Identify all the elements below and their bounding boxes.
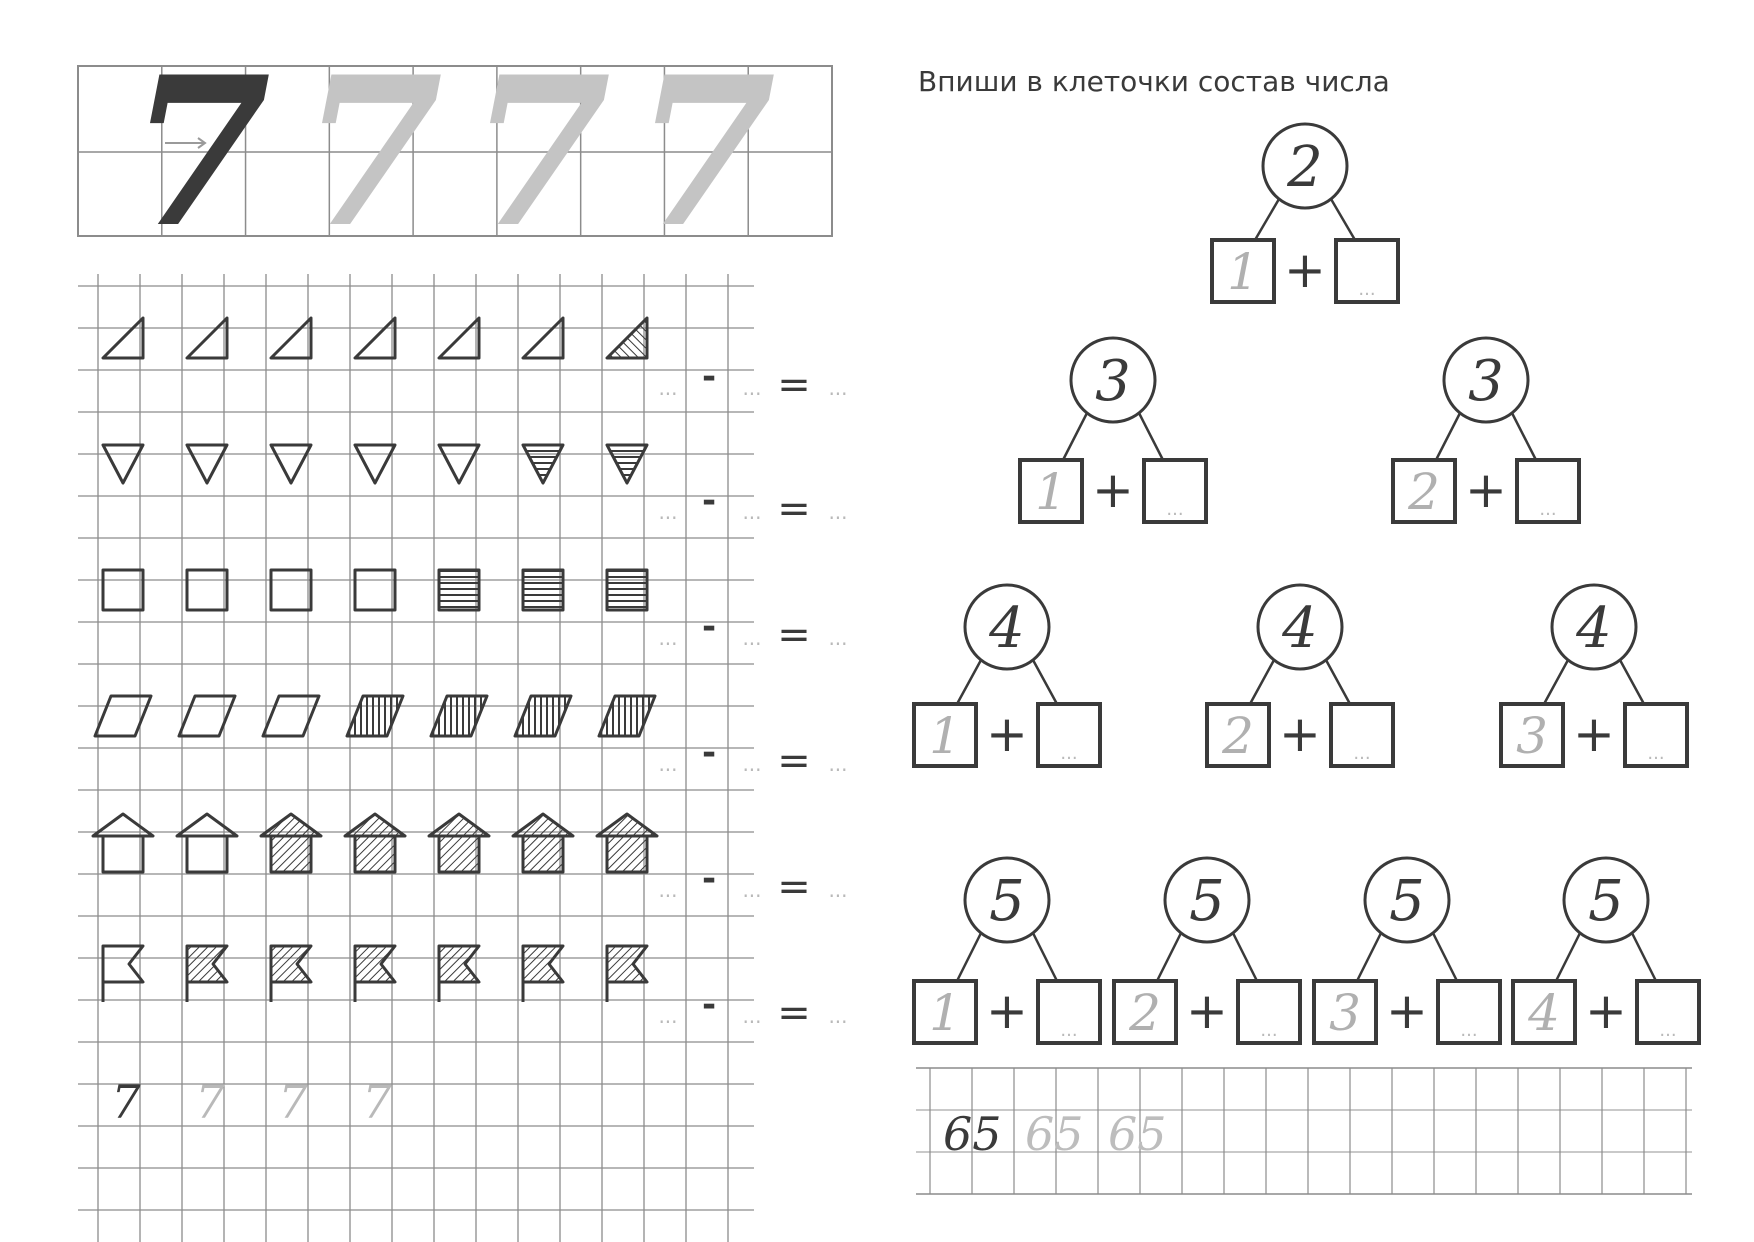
shape-row: [103, 570, 647, 610]
house-shape: [177, 814, 237, 872]
flag-shape: [439, 946, 479, 1002]
minus-sign: -: [701, 985, 717, 1025]
flag-cloth: [271, 946, 311, 982]
house-roof: [513, 814, 573, 836]
composition-tree: [1501, 585, 1687, 766]
flag-shape: [607, 946, 647, 1002]
answer-blank: ...: [658, 878, 678, 902]
answer-blank: ...: [742, 752, 762, 776]
plus-sign: +: [1573, 705, 1615, 763]
answer-blank: ...: [742, 878, 762, 902]
big-seven-trace: 7: [633, 33, 777, 273]
branch-line: [1063, 413, 1087, 460]
plus-sign: +: [1585, 982, 1627, 1040]
answer-blank: ...: [1647, 743, 1665, 764]
triangle-shape: [355, 318, 395, 358]
composition-tree: [914, 858, 1100, 1043]
inverted-triangle-shape: [271, 445, 311, 483]
house-roof: [177, 814, 237, 836]
whole-number: 5: [1389, 869, 1425, 934]
answer-blank: ...: [658, 376, 678, 400]
house-body: [271, 836, 311, 872]
parallelogram-shape: [179, 696, 235, 736]
shape-row: [103, 445, 647, 483]
composition-tree: [1212, 124, 1398, 302]
answer-blank: ...: [742, 500, 762, 524]
whole-number: 3: [1095, 349, 1131, 414]
house-body: [103, 836, 143, 872]
house-body: [355, 836, 395, 872]
flag-shape: [355, 946, 395, 1002]
house-body: [439, 836, 479, 872]
branch-line: [1433, 933, 1457, 981]
tracing-strip: [78, 33, 832, 273]
square-shape: [103, 570, 143, 610]
parallelogram-shape: [599, 696, 655, 736]
big-seven-trace: 7: [300, 33, 444, 273]
composition-tree: [1314, 858, 1500, 1043]
parallelogram-shape: [515, 696, 571, 736]
whole-number: 5: [989, 869, 1025, 934]
flag-cloth: [607, 946, 647, 982]
house-roof: [345, 814, 405, 836]
inverted-triangle-shape: [355, 445, 395, 483]
shape-row: [95, 696, 655, 736]
parallelogram-shape: [347, 696, 403, 736]
square-shape: [523, 570, 563, 610]
composition-tree: [1114, 858, 1300, 1043]
equals-sign: =: [777, 486, 811, 532]
answer-blank: ...: [1060, 1020, 1078, 1041]
copy-strip: [916, 1068, 1692, 1194]
square-shape: [187, 570, 227, 610]
plus-sign: +: [1279, 705, 1321, 763]
part-number: 3: [1329, 984, 1361, 1042]
minus-sign: -: [701, 859, 717, 899]
answer-blank: ...: [1260, 1020, 1278, 1041]
house-shape: [513, 814, 573, 872]
minus-sign: -: [701, 357, 717, 397]
flag-cloth: [103, 946, 143, 982]
part-number: 4: [1528, 984, 1560, 1042]
house-roof: [429, 814, 489, 836]
triangle-shape: [103, 318, 143, 358]
big-seven-solid: 7: [128, 33, 272, 273]
branch-line: [1544, 660, 1568, 704]
part-number: 2: [1408, 463, 1440, 521]
answer-blank: ...: [1358, 279, 1376, 300]
equation-row: [658, 985, 847, 1036]
house-shape: [261, 814, 321, 872]
flag-shape: [523, 946, 563, 1002]
composition-tree: [1207, 585, 1393, 766]
plus-sign: +: [986, 705, 1028, 763]
branch-line: [1436, 413, 1460, 460]
composition-tree: [1020, 338, 1206, 522]
answer-blank: ...: [1460, 1020, 1478, 1041]
flag-cloth: [355, 946, 395, 982]
branch-line: [1033, 660, 1057, 704]
answer-blank: ...: [1659, 1020, 1677, 1041]
parallelogram-shape: [431, 696, 487, 736]
answer-blank: ...: [828, 752, 848, 776]
square-shape: [355, 570, 395, 610]
inverted-triangle-shape: [607, 445, 647, 483]
part-number: 1: [929, 984, 961, 1042]
answer-blank: ...: [828, 878, 848, 902]
square-shape: [439, 570, 479, 610]
branch-line: [1512, 413, 1536, 460]
answer-blank: ...: [742, 1004, 762, 1028]
house-roof: [93, 814, 153, 836]
equals-sign: =: [777, 990, 811, 1036]
equations: [658, 357, 847, 1036]
answer-blank: ...: [742, 626, 762, 650]
minus-sign: -: [701, 607, 717, 647]
flag-cloth: [523, 946, 563, 982]
branch-line: [957, 660, 981, 704]
house-body: [187, 836, 227, 872]
inverted-triangle-shape: [187, 445, 227, 483]
minus-sign: -: [701, 733, 717, 773]
math-grid-lines: [78, 274, 754, 1242]
house-shape: [597, 814, 657, 872]
composition-tree: [1393, 338, 1579, 522]
triangle-shape: [271, 318, 311, 358]
house-roof: [261, 814, 321, 836]
triangle-shape: [607, 318, 647, 358]
house-shape: [429, 814, 489, 872]
plus-sign: +: [1186, 982, 1228, 1040]
square-shape: [271, 570, 311, 610]
inverted-triangle-shape: [523, 445, 563, 483]
branch-line: [1357, 933, 1381, 981]
inverted-triangle-shape: [439, 445, 479, 483]
house-roof: [597, 814, 657, 836]
branch-line: [1233, 933, 1257, 981]
part-number: 1: [1035, 463, 1067, 521]
branch-line: [1620, 660, 1644, 704]
heading: Впиши в клеточки состав числа: [918, 65, 1390, 98]
minus-sign: -: [701, 481, 717, 521]
square-shape: [607, 570, 647, 610]
house-body: [523, 836, 563, 872]
answer-blank: ...: [828, 376, 848, 400]
whole-number: 4: [1576, 596, 1612, 661]
house-body: [607, 836, 647, 872]
answer-blank: ...: [658, 500, 678, 524]
composition-trees: [914, 124, 1699, 1043]
shape-row: [93, 814, 657, 872]
answer-blank: ...: [828, 626, 848, 650]
whole-number: 5: [1588, 869, 1624, 934]
flag-shape: [271, 946, 311, 1002]
flag-cloth: [439, 946, 479, 982]
shape-rows: [93, 318, 657, 1002]
branch-line: [1250, 660, 1274, 704]
equation-row: [658, 607, 847, 658]
plus-sign: +: [1284, 241, 1326, 299]
part-number: 1: [929, 707, 961, 765]
part-number: 2: [1222, 707, 1254, 765]
copy-trace: 65: [1108, 1107, 1167, 1161]
inverted-triangle-shape: [103, 445, 143, 483]
equation-row: [658, 357, 847, 408]
math-grid: [78, 274, 848, 1242]
branch-line: [1139, 413, 1163, 460]
triangle-shape: [523, 318, 563, 358]
equation-row: [658, 481, 847, 532]
small-seven-trace: 7: [362, 1075, 392, 1129]
branch-line: [1326, 660, 1350, 704]
flag-cloth: [187, 946, 227, 982]
composition-tree: [1513, 858, 1699, 1043]
plus-sign: +: [1092, 461, 1134, 519]
part-number: 2: [1129, 984, 1161, 1042]
composition-tree: [914, 585, 1100, 766]
answer-blank: ...: [658, 752, 678, 776]
small-seven-trace: 7: [195, 1075, 225, 1129]
plus-sign: +: [1386, 982, 1428, 1040]
flag-shape: [103, 946, 143, 1002]
parallelogram-shape: [95, 696, 151, 736]
branch-line: [1331, 199, 1355, 240]
equals-sign: =: [777, 738, 811, 784]
big-seven-trace: 7: [468, 33, 612, 273]
equals-sign: =: [777, 612, 811, 658]
answer-blank: ...: [742, 376, 762, 400]
shape-row: [103, 318, 647, 358]
branch-line: [1255, 199, 1279, 240]
parallelogram-shape: [263, 696, 319, 736]
answer-blank: ...: [658, 626, 678, 650]
flag-shape: [187, 946, 227, 1002]
answer-blank: ...: [1166, 499, 1184, 520]
copy-solid: 65: [943, 1107, 1002, 1161]
triangle-shape: [439, 318, 479, 358]
house-shape: [93, 814, 153, 872]
branch-line: [1556, 933, 1580, 981]
answer-blank: ...: [1539, 499, 1557, 520]
triangle-shape: [187, 318, 227, 358]
plus-sign: +: [986, 982, 1028, 1040]
branch-line: [1033, 933, 1057, 981]
branch-line: [957, 933, 981, 981]
answer-blank: ...: [828, 1004, 848, 1028]
small-seven-solid: 7: [111, 1075, 141, 1129]
copy-trace: 65: [1025, 1107, 1084, 1161]
answer-blank: ...: [1353, 743, 1371, 764]
equals-sign: =: [777, 362, 811, 408]
equals-sign: =: [777, 864, 811, 910]
house-shape: [345, 814, 405, 872]
whole-number: 4: [1282, 596, 1318, 661]
whole-number: 2: [1287, 135, 1323, 200]
whole-number: 3: [1468, 349, 1504, 414]
small-seven-trace: 7: [278, 1075, 308, 1129]
answer-blank: ...: [1060, 743, 1078, 764]
shape-row: [103, 946, 647, 1002]
whole-number: 5: [1189, 869, 1225, 934]
part-number: 3: [1516, 707, 1548, 765]
equation-row: [658, 859, 847, 910]
plus-sign: +: [1465, 461, 1507, 519]
branch-line: [1157, 933, 1181, 981]
part-number: 1: [1227, 243, 1259, 301]
equation-row: [658, 733, 847, 784]
branch-line: [1632, 933, 1656, 981]
answer-blank: ...: [828, 500, 848, 524]
whole-number: 4: [989, 596, 1025, 661]
answer-blank: ...: [658, 1004, 678, 1028]
